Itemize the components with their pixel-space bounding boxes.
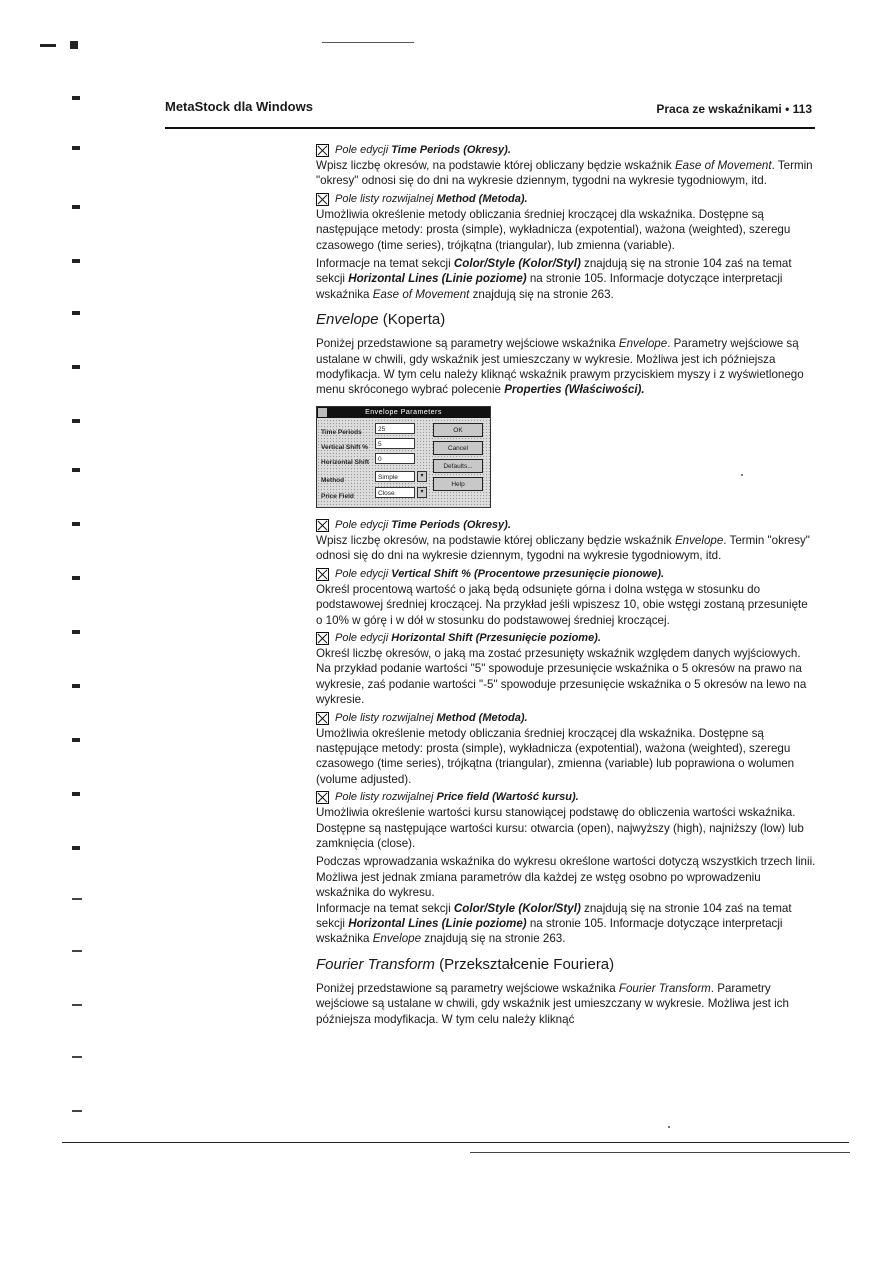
scan-line (322, 42, 414, 43)
scan-mark (70, 41, 78, 49)
param-description: Umożliwia określenie metody obliczania średniej kroczącej dla wskaźnika. Dostępne są następujące metody: prosta (simple), wykładnicza (expotential), ważona (weighted), szeregu czasowego (time series), trójkątna (triangular), lub zmienna (variable). (316, 207, 791, 252)
param-item (316, 567, 816, 628)
binding-mark (72, 259, 80, 263)
param-name: Vertical Shift % (Procentowe przesunięcie pionowe). (391, 567, 665, 580)
binding-mark (72, 898, 82, 900)
section-intro: Poniżej przedstawione są parametry wejściowe wskaźnika Fourier Transform. Parametry wejściowe są ustalane w chwili, gdy wskaźnik jest umieszczany w wykresie. Możliwa jest ich późniejsza modyfikacja. W tym celu należy kliknąć (316, 981, 789, 1026)
defaults-button[interactable]: Defaults... (433, 459, 483, 473)
section-title-fourier: Fourier Transform (Przekształcenie Fouriera) (316, 955, 615, 973)
param-name: Price field (Wartość kursu). (436, 791, 579, 804)
binding-mark (72, 1004, 82, 1006)
info-paragraph: Informacje na temat sekcji Color/Style (Kolor/Styl) znajdują się na stronie 104 zaś na temat sekcji Horizontal Lines (Linie poziome) na stronie 105. Informacje dotyczące interpretacji wskaźnika Ease of Movement znajdują się na stronie 263. (316, 257, 792, 301)
running-header-left: MetaStock dla Windows (165, 99, 313, 114)
checkbox-icon (316, 568, 329, 581)
footer-rule (470, 1152, 850, 1153)
dialog-label: Horizontal Shift (321, 458, 370, 466)
param-heading (316, 143, 816, 158)
param-type: Pole listy rozwijalnej (335, 711, 434, 724)
section-title-envelope: Envelope (Koperta) (316, 311, 446, 329)
checkbox-icon (316, 712, 329, 725)
param-heading (316, 790, 816, 805)
scan-speck (668, 1126, 670, 1128)
binding-mark (72, 365, 80, 369)
param-item (316, 631, 816, 708)
binding-mark (72, 1110, 82, 1112)
dialog-label: Vertical Shift % (321, 443, 368, 451)
binding-mark (72, 468, 80, 472)
dialog-label: Method (321, 476, 345, 484)
binding-mark (72, 576, 80, 580)
page-content (316, 143, 816, 1027)
param-description: Umożliwia określenie wartości kursu stanowiącej podstawę do obliczenia wartości wskaźnika. Dostępne są następujące wartości kursu: otwarcia (open), najwyższy (high), najniższy (low) lub zamknięcia (close). (316, 806, 804, 850)
scan-mark (40, 44, 56, 47)
binding-mark (72, 311, 80, 315)
method-select[interactable]: Simple (375, 471, 415, 482)
param-item (316, 518, 816, 564)
envelope-parameters-dialog (316, 406, 491, 508)
binding-mark (72, 1056, 82, 1058)
checkbox-icon (316, 193, 329, 206)
dialog-label: Time Periods (321, 428, 362, 436)
param-type: Pole listy rozwijalnej (335, 791, 434, 804)
param-type: Pole edycji (335, 567, 389, 580)
binding-mark (72, 950, 82, 952)
dropdown-arrow-icon[interactable]: ▾ (417, 471, 427, 482)
binding-mark (72, 146, 80, 150)
binding-mark (72, 738, 80, 742)
section-intro: Poniżej przedstawione są parametry wejściowe wskaźnika Envelope. Parametry wejściowe są ustalane w chwili, gdy wskaźnik jest umieszczany w wykresie. Możliwa jest ich późniejsza modyfikacja. W tym celu należy kliknąć wskaźnik prawym przyciskiem myszy i z wyświetlonego menu skróconego wybrać polecenie Properties (Właściwości). (316, 337, 804, 397)
param-item (316, 143, 816, 189)
checkbox-icon (316, 632, 329, 645)
system-menu-icon[interactable] (318, 408, 327, 417)
scan-speck (741, 474, 743, 476)
param-name: Time Periods (Okresy). (391, 518, 511, 531)
dialog-title-bar: Envelope Parameters (317, 407, 490, 418)
ok-button[interactable]: OK (433, 423, 483, 437)
cancel-button[interactable]: Cancel (433, 441, 483, 455)
binding-mark (72, 846, 80, 850)
param-item (316, 192, 816, 253)
dropdown-arrow-icon[interactable]: ▾ (417, 487, 427, 498)
param-name: Horizontal Shift (Przesunięcie poziome). (391, 631, 601, 644)
checkbox-icon (316, 791, 329, 804)
footer-rule (62, 1142, 849, 1143)
param-type: Pole edycji (335, 144, 389, 156)
vertical-shift-input[interactable]: 5 (375, 438, 415, 449)
param-name: Method (Metoda). (436, 711, 528, 724)
binding-mark (72, 684, 80, 688)
param-heading (316, 518, 816, 533)
param-description: Umożliwia określenie metody obliczania średniej kroczącej dla wskaźnika. Dostępne są następujące metody: prosta (simple), wykładnicza (expotential), ważona (weighted), szeregu czasowego (time series), trójkątna (triangular), zmienna (variable) lub poprawiona o wolumen (volume adjusted). (316, 726, 795, 786)
dialog-label: Price Field (321, 492, 354, 500)
binding-mark (72, 792, 80, 796)
running-header-right: Praca ze wskaźnikami • 113 (656, 102, 812, 116)
param-description: Określ liczbę okresów, o jaką ma zostać przesunięty wskaźnik względem danych wyjściowych. Na przykład podanie wartości "5" spowoduje przesunięcie wskaźnika o 5 okresów na prawo na wykresie, zaś podanie wartości "-5" spowoduje przesunięcie wskaźnika o 5 okresów na lewo na wykresie. (316, 646, 807, 707)
param-heading (316, 567, 816, 582)
param-type: Pole listy rozwijalnej (335, 192, 434, 205)
horizontal-shift-input[interactable]: 0 (375, 453, 415, 464)
binding-mark (72, 96, 80, 100)
param-item (316, 790, 816, 851)
binding-mark (72, 630, 80, 634)
binding-mark (72, 522, 80, 526)
param-type: Pole edycji (335, 631, 389, 644)
param-item (316, 711, 816, 788)
header-rule (165, 127, 815, 129)
param-description: Wpisz liczbę okresów, na podstawie której obliczany będzie wskaźnik Ease of Movement. Termin "okresy" odnosi się do dni na wykresie dziennym, tygodni na wykresie tygodniowym, itd. (316, 159, 813, 188)
param-name: Time Periods (Okresy). (391, 144, 511, 156)
param-heading (316, 192, 816, 207)
checkbox-icon (316, 144, 329, 157)
body-paragraph: Podczas wprowadzania wskaźnika do wykresu określone wartości dotyczą wszystkich trzech linii. Możliwa jest jednak zmiana parametrów dla każdej ze wstęg osobno po wprowadzeniu wskaźnika do wykresu. (316, 855, 816, 900)
help-button[interactable]: Help (433, 477, 483, 491)
checkbox-icon (316, 519, 329, 532)
param-name: Method (Metoda). (436, 192, 528, 205)
param-heading (316, 631, 816, 646)
param-heading (316, 711, 816, 726)
binding-mark (72, 419, 80, 423)
time-periods-input[interactable]: 25 (375, 423, 415, 434)
param-description: Wpisz liczbę okresów, na podstawie której obliczany będzie wskaźnik Envelope. Termin "okresy" odnosi się do dni na wykresie dziennym, tygodni na wykresie tygodniowym, itd. (316, 533, 810, 563)
binding-mark (72, 205, 80, 209)
info-paragraph: Informacje na temat sekcji Color/Style (Kolor/Styl) znajdują się na stronie 104 zaś na temat sekcji Horizontal Lines (Linie poziome) na stronie 105. Informacje dotyczące interpretacji wskaźnika Envelope znajdują się na stronie 263. (316, 901, 792, 946)
price-field-select[interactable]: Close (375, 487, 415, 498)
param-description: Określ procentową wartość o jaką będą odsunięte górna i dolna wstęga w stosunku do podstawowej średniej kroczącej. Na przykład jeśli wpiszesz 10, obie wstęgi zostaną przesunięte o 10% w górę i w dół w stosunku do podstawowej średniej kroczącej. (316, 582, 808, 627)
param-type: Pole edycji (335, 518, 389, 531)
